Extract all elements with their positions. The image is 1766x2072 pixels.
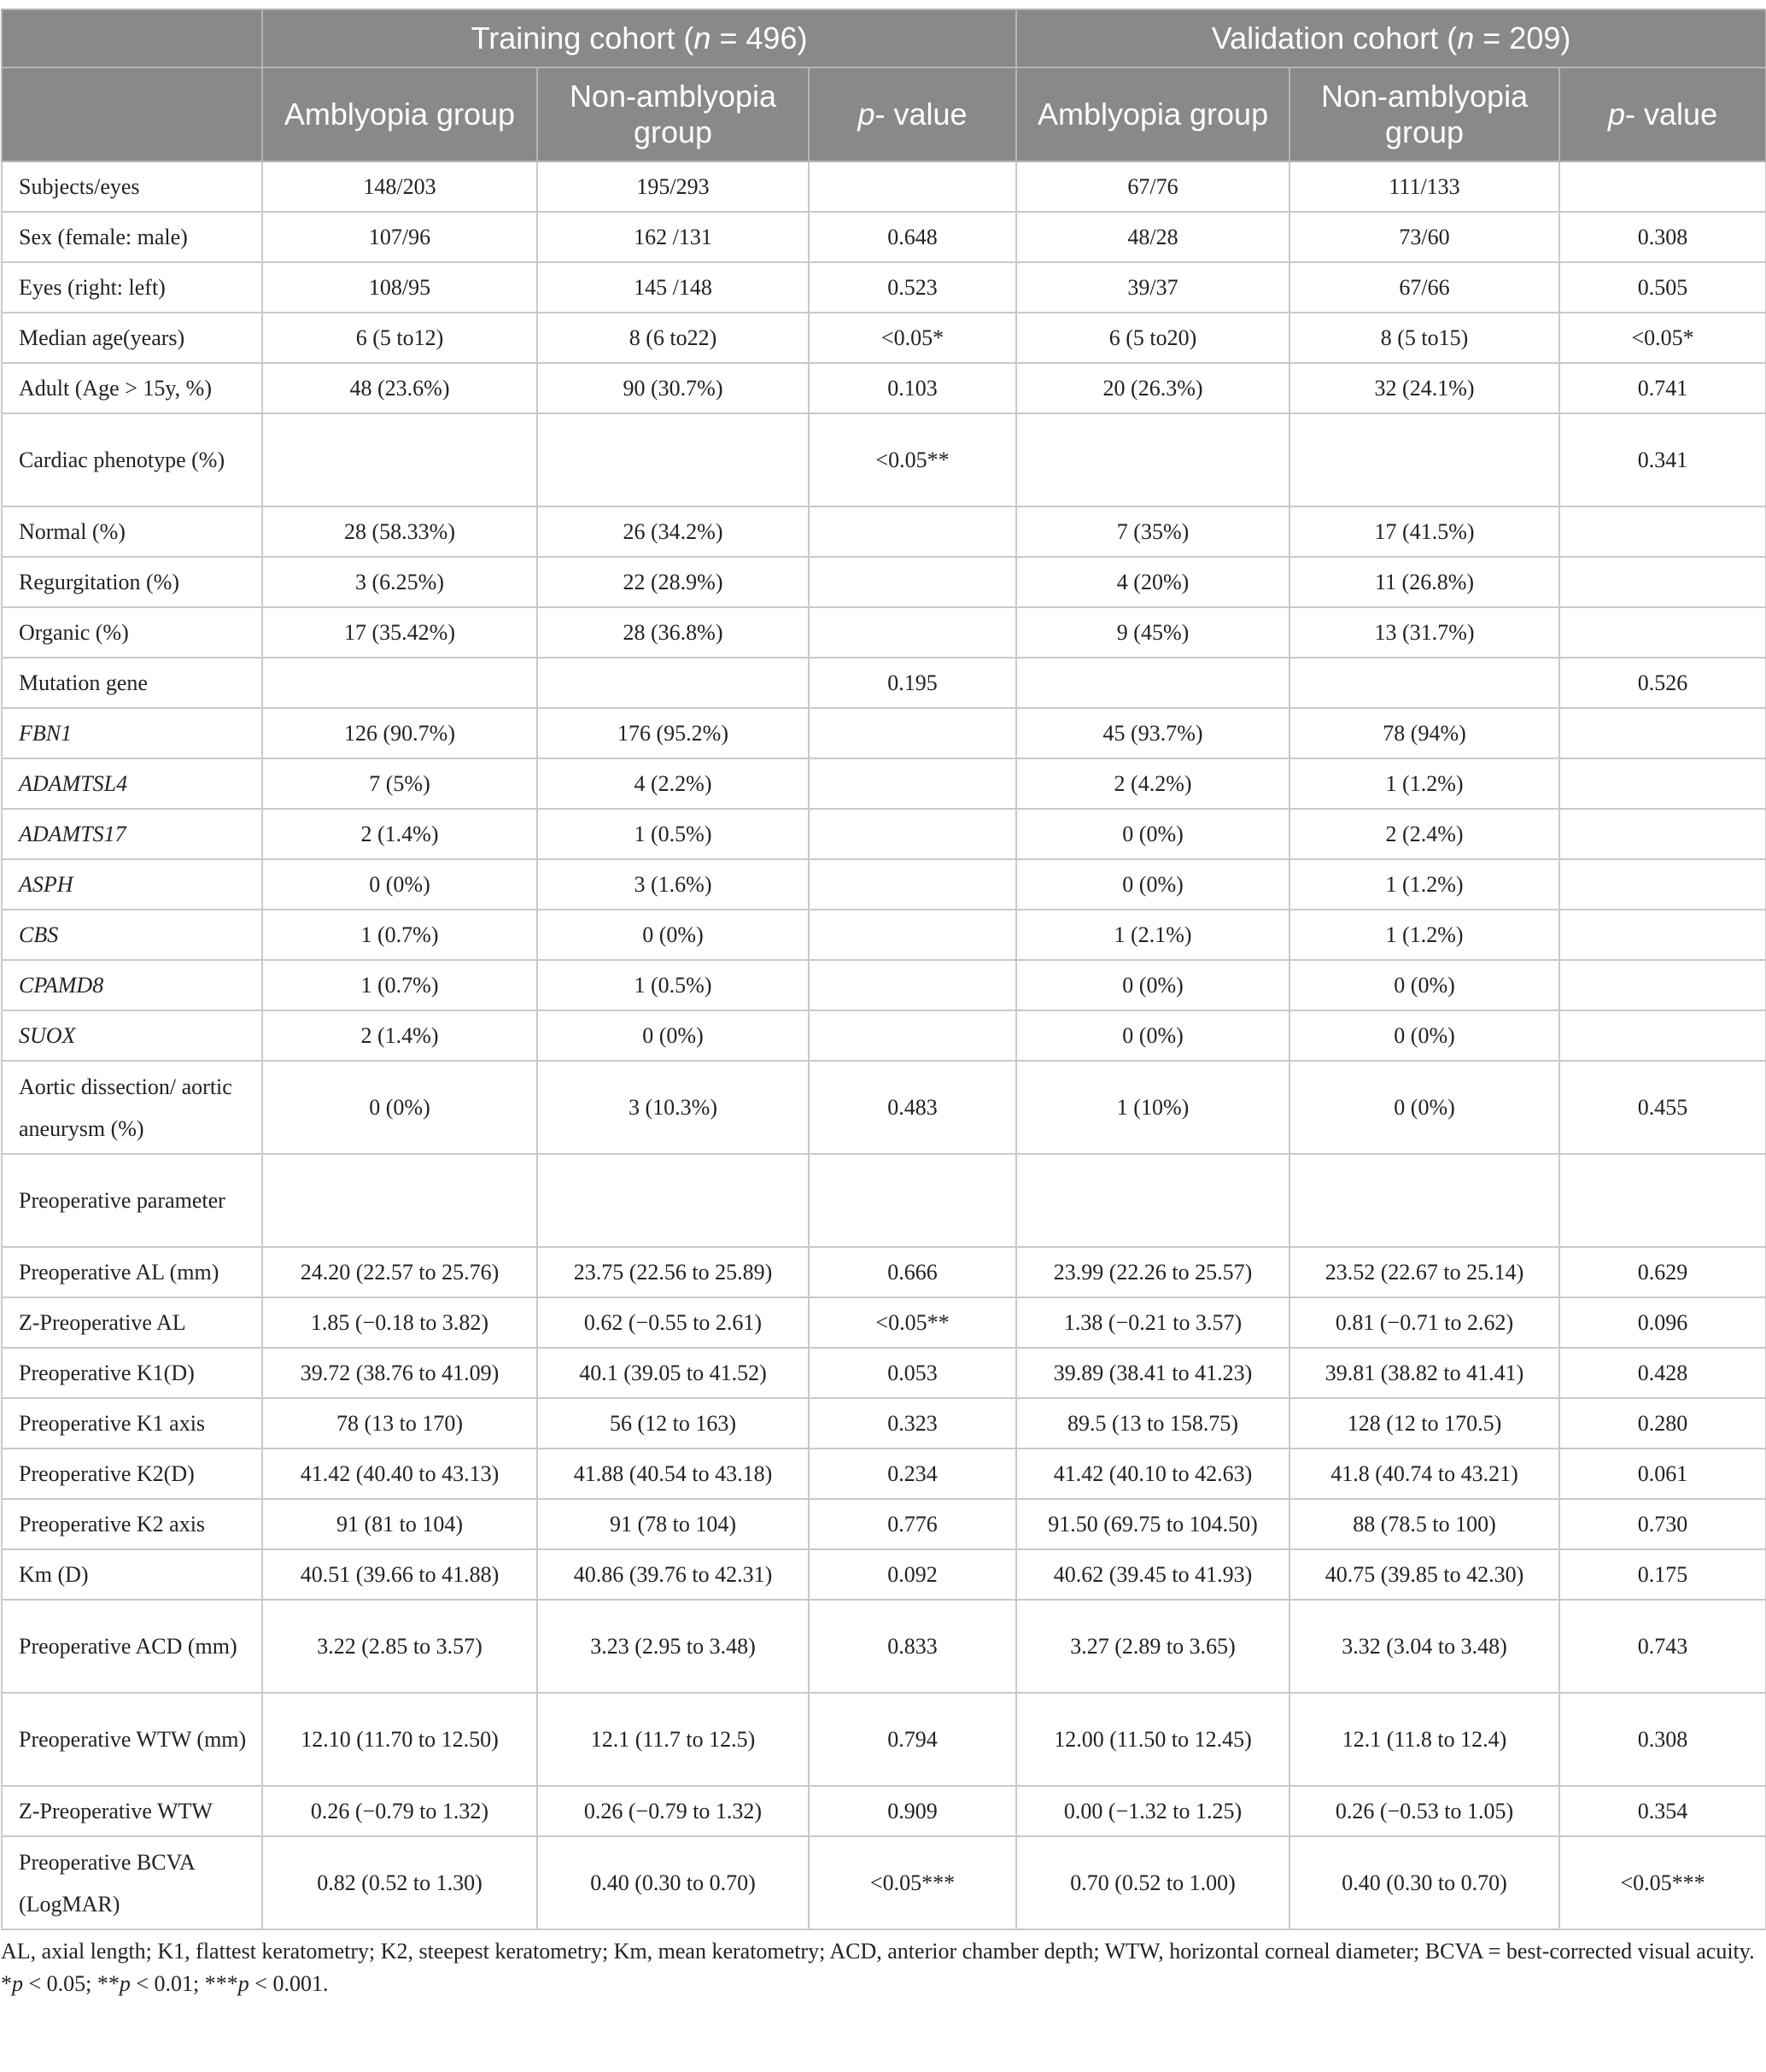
cell-training-p-value: 0.323 [809, 1398, 1016, 1449]
cell-validation-amblyopia: 0.00 (−1.32 to 1.25) [1016, 1786, 1289, 1836]
cell-validation-amblyopia: 39.89 (38.41 to 41.23) [1016, 1348, 1289, 1398]
footnote-sig-1: *p < 0.05; [1, 1971, 97, 1996]
cell-training-non-amblyopia: 1 (0.5%) [537, 960, 809, 1010]
cell-training-amblyopia: 41.42 (40.40 to 43.13) [262, 1449, 537, 1499]
cell-training-non-amblyopia [537, 658, 809, 708]
cell-training-amblyopia: 6 (5 to12) [262, 313, 537, 363]
cell-training-non-amblyopia: 162 /131 [537, 212, 809, 262]
cell-training-p-value: 0.483 [809, 1061, 1016, 1154]
table-row [2, 1499, 1766, 1549]
cell-training-p-value [809, 960, 1016, 1010]
cell-training-amblyopia: 17 (35.42%) [262, 607, 537, 658]
cell-validation-amblyopia: 9 (45%) [1016, 607, 1289, 658]
row-label: Sex (female: male) [2, 212, 262, 262]
cell-training-non-amblyopia: 195/293 [537, 161, 809, 212]
table-row [2, 1549, 1766, 1600]
cell-validation-non-amblyopia [1289, 1154, 1559, 1247]
cell-training-p-value: 0.053 [809, 1348, 1016, 1398]
table-row [2, 413, 1766, 506]
cell-validation-non-amblyopia: 0.26 (−0.53 to 1.05) [1289, 1786, 1559, 1836]
cell-training-amblyopia: 7 (5%) [262, 758, 537, 809]
cell-training-amblyopia: 148/203 [262, 161, 537, 212]
cell-validation-non-amblyopia: 40.75 (39.85 to 42.30) [1289, 1549, 1559, 1600]
cell-training-non-amblyopia: 90 (30.7%) [537, 363, 809, 413]
table-row [2, 313, 1766, 363]
cell-validation-amblyopia: 40.62 (39.45 to 41.93) [1016, 1549, 1289, 1600]
row-label: Z-Preoperative AL [2, 1297, 262, 1348]
cell-validation-amblyopia: 12.00 (11.50 to 12.45) [1016, 1693, 1289, 1786]
table-row [2, 910, 1766, 960]
cell-training-non-amblyopia [537, 413, 809, 506]
cell-validation-non-amblyopia: 8 (5 to15) [1289, 313, 1559, 363]
table-footnote [1, 1935, 1760, 2000]
cell-training-p-value [809, 1154, 1016, 1247]
cell-validation-amblyopia: 89.5 (13 to 158.75) [1016, 1398, 1289, 1449]
cell-training-amblyopia: 24.20 (22.57 to 25.76) [262, 1247, 537, 1297]
cell-validation-p-value: 0.741 [1559, 363, 1766, 413]
cell-validation-p-value: 0.629 [1559, 1247, 1766, 1297]
cell-validation-p-value: <0.05* [1559, 313, 1766, 363]
cell-validation-amblyopia [1016, 413, 1289, 506]
cell-training-non-amblyopia: 12.1 (11.7 to 12.5) [537, 1693, 809, 1786]
table-row [2, 212, 1766, 262]
cell-validation-amblyopia: 23.99 (22.26 to 25.57) [1016, 1247, 1289, 1297]
cell-training-amblyopia: 91 (81 to 104) [262, 1499, 537, 1549]
row-label: ASPH [2, 859, 262, 910]
cell-validation-amblyopia: 6 (5 to20) [1016, 313, 1289, 363]
cell-validation-non-amblyopia [1289, 413, 1559, 506]
header-blank-cell [2, 67, 262, 161]
row-label: Eyes (right: left) [2, 262, 262, 313]
cell-training-p-value: 0.648 [809, 212, 1016, 262]
cell-validation-p-value: 0.743 [1559, 1600, 1766, 1693]
cell-validation-non-amblyopia: 88 (78.5 to 100) [1289, 1499, 1559, 1549]
cell-validation-amblyopia: 39/37 [1016, 262, 1289, 313]
cell-training-p-value: 0.092 [809, 1549, 1016, 1600]
cell-validation-amblyopia: 0.70 (0.52 to 1.00) [1016, 1836, 1289, 1929]
cell-validation-p-value: 0.354 [1559, 1786, 1766, 1836]
cell-training-p-value: 0.833 [809, 1600, 1016, 1693]
footnote-abbreviations: AL, axial length; K1, flattest keratometry; K2, steepest keratometry; Km, mean keratometry; ACD, anterior chamber depth; WTW, horizontal corneal diameter; BCVA = best-corrected visual acuity. [1, 1939, 1755, 1964]
cell-training-non-amblyopia [537, 1154, 809, 1247]
cell-training-amblyopia: 28 (58.33%) [262, 506, 537, 557]
cell-validation-non-amblyopia: 41.8 (40.74 to 43.21) [1289, 1449, 1559, 1499]
cell-validation-amblyopia: 0 (0%) [1016, 809, 1289, 859]
cell-training-amblyopia: 1.85 (−0.18 to 3.82) [262, 1297, 537, 1348]
row-label: SUOX [2, 1010, 262, 1061]
cell-validation-p-value: 0.308 [1559, 1693, 1766, 1786]
table-row [2, 1348, 1766, 1398]
cell-training-amblyopia: 12.10 (11.70 to 12.50) [262, 1693, 537, 1786]
row-label: CPAMD8 [2, 960, 262, 1010]
table-row [2, 1600, 1766, 1693]
cell-training-amblyopia: 2 (1.4%) [262, 1010, 537, 1061]
table-row [2, 1693, 1766, 1786]
cell-training-amblyopia: 0.82 (0.52 to 1.30) [262, 1836, 537, 1929]
cell-validation-non-amblyopia: 17 (41.5%) [1289, 506, 1559, 557]
header-training-amblyopia: Amblyopia group [262, 67, 537, 161]
row-label: Median age(years) [2, 313, 262, 363]
cell-training-non-amblyopia: 0.62 (−0.55 to 2.61) [537, 1297, 809, 1348]
cell-training-non-amblyopia: 22 (28.9%) [537, 557, 809, 607]
cell-training-amblyopia: 1 (0.7%) [262, 910, 537, 960]
cell-training-non-amblyopia: 3 (1.6%) [537, 859, 809, 910]
cell-validation-amblyopia: 0 (0%) [1016, 859, 1289, 910]
cell-training-p-value [809, 607, 1016, 658]
cell-training-non-amblyopia: 23.75 (22.56 to 25.89) [537, 1247, 809, 1297]
cell-training-amblyopia: 3.22 (2.85 to 3.57) [262, 1600, 537, 1693]
footnote-sig-2: **p < 0.01; [96, 1971, 205, 1996]
cell-training-p-value: <0.05* [809, 313, 1016, 363]
cell-training-p-value: <0.05** [809, 413, 1016, 506]
row-label: Subjects/eyes [2, 161, 262, 212]
cell-training-p-value [809, 1010, 1016, 1061]
cell-validation-p-value [1559, 910, 1766, 960]
cell-training-non-amblyopia: 28 (36.8%) [537, 607, 809, 658]
cell-validation-non-amblyopia: 23.52 (22.67 to 25.14) [1289, 1247, 1559, 1297]
cell-training-non-amblyopia: 0.40 (0.30 to 0.70) [537, 1836, 809, 1929]
cell-training-p-value: 0.195 [809, 658, 1016, 708]
cell-training-p-value: 0.794 [809, 1693, 1016, 1786]
cell-validation-non-amblyopia: 32 (24.1%) [1289, 363, 1559, 413]
cell-validation-amblyopia: 1.38 (−0.21 to 3.57) [1016, 1297, 1289, 1348]
row-label: Preoperative K1(D) [2, 1348, 262, 1398]
cell-training-non-amblyopia: 40.1 (39.05 to 41.52) [537, 1348, 809, 1398]
header-validation-p-value: p- value [1559, 67, 1766, 161]
cell-validation-p-value [1559, 809, 1766, 859]
header-corner-cell [2, 9, 262, 67]
cell-validation-non-amblyopia: 1 (1.2%) [1289, 859, 1559, 910]
cell-training-p-value: 0.103 [809, 363, 1016, 413]
row-label: Normal (%) [2, 506, 262, 557]
cell-validation-non-amblyopia: 12.1 (11.8 to 12.4) [1289, 1693, 1559, 1786]
table-row [2, 708, 1766, 758]
row-label: Preoperative parameter [2, 1154, 262, 1247]
cell-validation-p-value [1559, 758, 1766, 809]
cell-training-p-value [809, 161, 1016, 212]
cell-validation-p-value: 0.096 [1559, 1297, 1766, 1348]
cell-validation-p-value: 0.341 [1559, 413, 1766, 506]
cell-validation-amblyopia: 0 (0%) [1016, 960, 1289, 1010]
cell-validation-p-value [1559, 960, 1766, 1010]
cell-validation-non-amblyopia: 0 (0%) [1289, 1010, 1559, 1061]
row-label: Preoperative AL (mm) [2, 1247, 262, 1297]
cell-validation-non-amblyopia: 73/60 [1289, 212, 1559, 262]
cell-validation-amblyopia: 67/76 [1016, 161, 1289, 212]
header-validation-cohort: Validation cohort (n = 209) [1016, 9, 1766, 67]
table-header [2, 9, 1766, 161]
cell-training-p-value [809, 506, 1016, 557]
cell-validation-p-value: 0.428 [1559, 1348, 1766, 1398]
row-label: Adult (Age > 15y, %) [2, 363, 262, 413]
row-label: Preoperative K2(D) [2, 1449, 262, 1499]
cell-validation-non-amblyopia: 3.32 (3.04 to 3.48) [1289, 1600, 1559, 1693]
cell-training-p-value [809, 758, 1016, 809]
cell-validation-amblyopia: 0 (0%) [1016, 1010, 1289, 1061]
cell-validation-amblyopia: 1 (10%) [1016, 1061, 1289, 1154]
cell-training-non-amblyopia: 41.88 (40.54 to 43.18) [537, 1449, 809, 1499]
cell-validation-p-value [1559, 607, 1766, 658]
cell-validation-non-amblyopia: 0 (0%) [1289, 1061, 1559, 1154]
row-label: Preoperative K2 axis [2, 1499, 262, 1549]
row-label: Preoperative K1 axis [2, 1398, 262, 1449]
table-row [2, 1154, 1766, 1247]
row-label: Preoperative WTW (mm) [2, 1693, 262, 1786]
table-row [2, 1061, 1766, 1154]
row-label: Preoperative BCVA (LogMAR) [2, 1836, 262, 1929]
cell-validation-non-amblyopia [1289, 658, 1559, 708]
cell-validation-amblyopia: 3.27 (2.89 to 3.65) [1016, 1600, 1289, 1693]
header-validation-amblyopia: Amblyopia group [1016, 67, 1289, 161]
cell-validation-amblyopia: 20 (26.3%) [1016, 363, 1289, 413]
cell-training-p-value [809, 859, 1016, 910]
cell-training-non-amblyopia: 176 (95.2%) [537, 708, 809, 758]
cell-validation-non-amblyopia: 1 (1.2%) [1289, 910, 1559, 960]
cell-validation-amblyopia [1016, 658, 1289, 708]
cell-validation-non-amblyopia: 2 (2.4%) [1289, 809, 1559, 859]
table-row [2, 506, 1766, 557]
cell-validation-non-amblyopia: 11 (26.8%) [1289, 557, 1559, 607]
cell-training-p-value: 0.666 [809, 1247, 1016, 1297]
table-row [2, 607, 1766, 658]
header-row-groups [2, 67, 1766, 161]
row-label: ADAMTSL4 [2, 758, 262, 809]
row-label: Km (D) [2, 1549, 262, 1600]
cell-validation-p-value: 0.526 [1559, 658, 1766, 708]
cell-validation-p-value [1559, 1154, 1766, 1247]
cell-training-amblyopia: 107/96 [262, 212, 537, 262]
header-training-non-amblyopia: Non-amblyopia group [537, 67, 809, 161]
cell-validation-non-amblyopia: 128 (12 to 170.5) [1289, 1398, 1559, 1449]
cell-validation-non-amblyopia: 0.40 (0.30 to 0.70) [1289, 1836, 1559, 1929]
cell-training-amblyopia: 126 (90.7%) [262, 708, 537, 758]
cell-training-amblyopia: 40.51 (39.66 to 41.88) [262, 1549, 537, 1600]
cell-validation-amblyopia: 45 (93.7%) [1016, 708, 1289, 758]
cell-validation-non-amblyopia: 13 (31.7%) [1289, 607, 1559, 658]
cell-validation-p-value: 0.308 [1559, 212, 1766, 262]
cell-training-non-amblyopia: 1 (0.5%) [537, 809, 809, 859]
cell-training-amblyopia: 0 (0%) [262, 1061, 537, 1154]
cell-training-non-amblyopia: 145 /148 [537, 262, 809, 313]
cell-validation-amblyopia [1016, 1154, 1289, 1247]
cell-training-non-amblyopia: 91 (78 to 104) [537, 1499, 809, 1549]
table-row [2, 262, 1766, 313]
footnote-sig-3: ***p < 0.001. [204, 1971, 329, 1996]
cell-training-amblyopia: 2 (1.4%) [262, 809, 537, 859]
cell-training-p-value [809, 809, 1016, 859]
cell-validation-amblyopia: 1 (2.1%) [1016, 910, 1289, 960]
cell-validation-non-amblyopia: 78 (94%) [1289, 708, 1559, 758]
cell-training-non-amblyopia: 4 (2.2%) [537, 758, 809, 809]
cell-validation-amblyopia: 91.50 (69.75 to 104.50) [1016, 1499, 1289, 1549]
table-row [2, 758, 1766, 809]
table-row [2, 658, 1766, 708]
row-label: Z-Preoperative WTW [2, 1786, 262, 1836]
cell-validation-p-value: 0.730 [1559, 1499, 1766, 1549]
cell-training-non-amblyopia: 0 (0%) [537, 1010, 809, 1061]
header-training-p-value: p- value [809, 67, 1016, 161]
cell-validation-amblyopia: 2 (4.2%) [1016, 758, 1289, 809]
cell-validation-p-value: 0.280 [1559, 1398, 1766, 1449]
cell-training-amblyopia: 108/95 [262, 262, 537, 313]
table-container [0, 9, 1766, 2000]
table-row [2, 809, 1766, 859]
cell-validation-p-value: 0.455 [1559, 1061, 1766, 1154]
cell-validation-non-amblyopia: 111/133 [1289, 161, 1559, 212]
cell-training-amblyopia: 48 (23.6%) [262, 363, 537, 413]
table-row [2, 1297, 1766, 1348]
cell-validation-p-value: <0.05*** [1559, 1836, 1766, 1929]
table-row [2, 859, 1766, 910]
cell-training-p-value: 0.776 [809, 1499, 1016, 1549]
header-row-cohorts [2, 9, 1766, 67]
table-row [2, 960, 1766, 1010]
cell-validation-p-value: 0.175 [1559, 1549, 1766, 1600]
row-label: FBN1 [2, 708, 262, 758]
cell-validation-non-amblyopia: 39.81 (38.82 to 41.41) [1289, 1348, 1559, 1398]
cell-training-non-amblyopia: 26 (34.2%) [537, 506, 809, 557]
cell-training-amblyopia: 3 (6.25%) [262, 557, 537, 607]
row-label: Preoperative ACD (mm) [2, 1600, 262, 1693]
cell-validation-p-value [1559, 506, 1766, 557]
cell-training-amblyopia: 0 (0%) [262, 859, 537, 910]
cell-training-non-amblyopia: 40.86 (39.76 to 42.31) [537, 1549, 809, 1600]
cell-training-amblyopia [262, 1154, 537, 1247]
cell-training-non-amblyopia: 0.26 (−0.79 to 1.32) [537, 1786, 809, 1836]
table-row [2, 1010, 1766, 1061]
cell-validation-non-amblyopia: 0 (0%) [1289, 960, 1559, 1010]
cell-training-p-value [809, 557, 1016, 607]
cell-training-p-value: 0.234 [809, 1449, 1016, 1499]
row-label: ADAMTS17 [2, 809, 262, 859]
cell-validation-non-amblyopia: 1 (1.2%) [1289, 758, 1559, 809]
table-row [2, 557, 1766, 607]
cell-training-non-amblyopia: 3.23 (2.95 to 3.48) [537, 1600, 809, 1693]
cell-training-p-value: <0.05*** [809, 1836, 1016, 1929]
cell-validation-p-value [1559, 708, 1766, 758]
table-row [2, 1398, 1766, 1449]
cell-training-non-amblyopia: 56 (12 to 163) [537, 1398, 809, 1449]
cell-training-non-amblyopia: 3 (10.3%) [537, 1061, 809, 1154]
cell-training-p-value [809, 910, 1016, 960]
cell-validation-amblyopia: 4 (20%) [1016, 557, 1289, 607]
cell-training-p-value [809, 708, 1016, 758]
cell-validation-p-value [1559, 161, 1766, 212]
table-row [2, 1247, 1766, 1297]
cell-validation-amblyopia: 7 (35%) [1016, 506, 1289, 557]
header-training-cohort: Training cohort (n = 496) [262, 9, 1016, 67]
cell-training-p-value: 0.909 [809, 1786, 1016, 1836]
table-row [2, 1449, 1766, 1499]
cell-training-amblyopia: 0.26 (−0.79 to 1.32) [262, 1786, 537, 1836]
cell-training-amblyopia [262, 413, 537, 506]
cell-training-non-amblyopia: 8 (6 to22) [537, 313, 809, 363]
row-label: Aortic dissection/ aortic aneurysm (%) [2, 1061, 262, 1154]
cell-validation-p-value: 0.505 [1559, 262, 1766, 313]
cell-validation-p-value [1559, 557, 1766, 607]
cell-validation-amblyopia: 48/28 [1016, 212, 1289, 262]
row-label: Cardiac phenotype (%) [2, 413, 262, 506]
cell-validation-non-amblyopia: 67/66 [1289, 262, 1559, 313]
cell-training-amblyopia: 78 (13 to 170) [262, 1398, 537, 1449]
cell-training-non-amblyopia: 0 (0%) [537, 910, 809, 960]
cell-validation-non-amblyopia: 0.81 (−0.71 to 2.62) [1289, 1297, 1559, 1348]
row-label: Organic (%) [2, 607, 262, 658]
cell-training-p-value: 0.523 [809, 262, 1016, 313]
cell-training-amblyopia: 1 (0.7%) [262, 960, 537, 1010]
row-label: Mutation gene [2, 658, 262, 708]
cell-training-amblyopia [262, 658, 537, 708]
cell-training-amblyopia: 39.72 (38.76 to 41.09) [262, 1348, 537, 1398]
row-label: CBS [2, 910, 262, 960]
row-label: Regurgitation (%) [2, 557, 262, 607]
table-row [2, 161, 1766, 212]
cell-training-p-value: <0.05** [809, 1297, 1016, 1348]
header-validation-non-amblyopia: Non-amblyopia group [1289, 67, 1559, 161]
cell-validation-amblyopia: 41.42 (40.10 to 42.63) [1016, 1449, 1289, 1499]
cell-validation-p-value [1559, 1010, 1766, 1061]
table-body [2, 161, 1766, 1929]
cell-validation-p-value [1559, 859, 1766, 910]
cohort-characteristics-table [1, 9, 1766, 1930]
table-row [2, 1786, 1766, 1836]
table-row [2, 363, 1766, 413]
table-row [2, 1836, 1766, 1929]
cell-validation-p-value: 0.061 [1559, 1449, 1766, 1499]
